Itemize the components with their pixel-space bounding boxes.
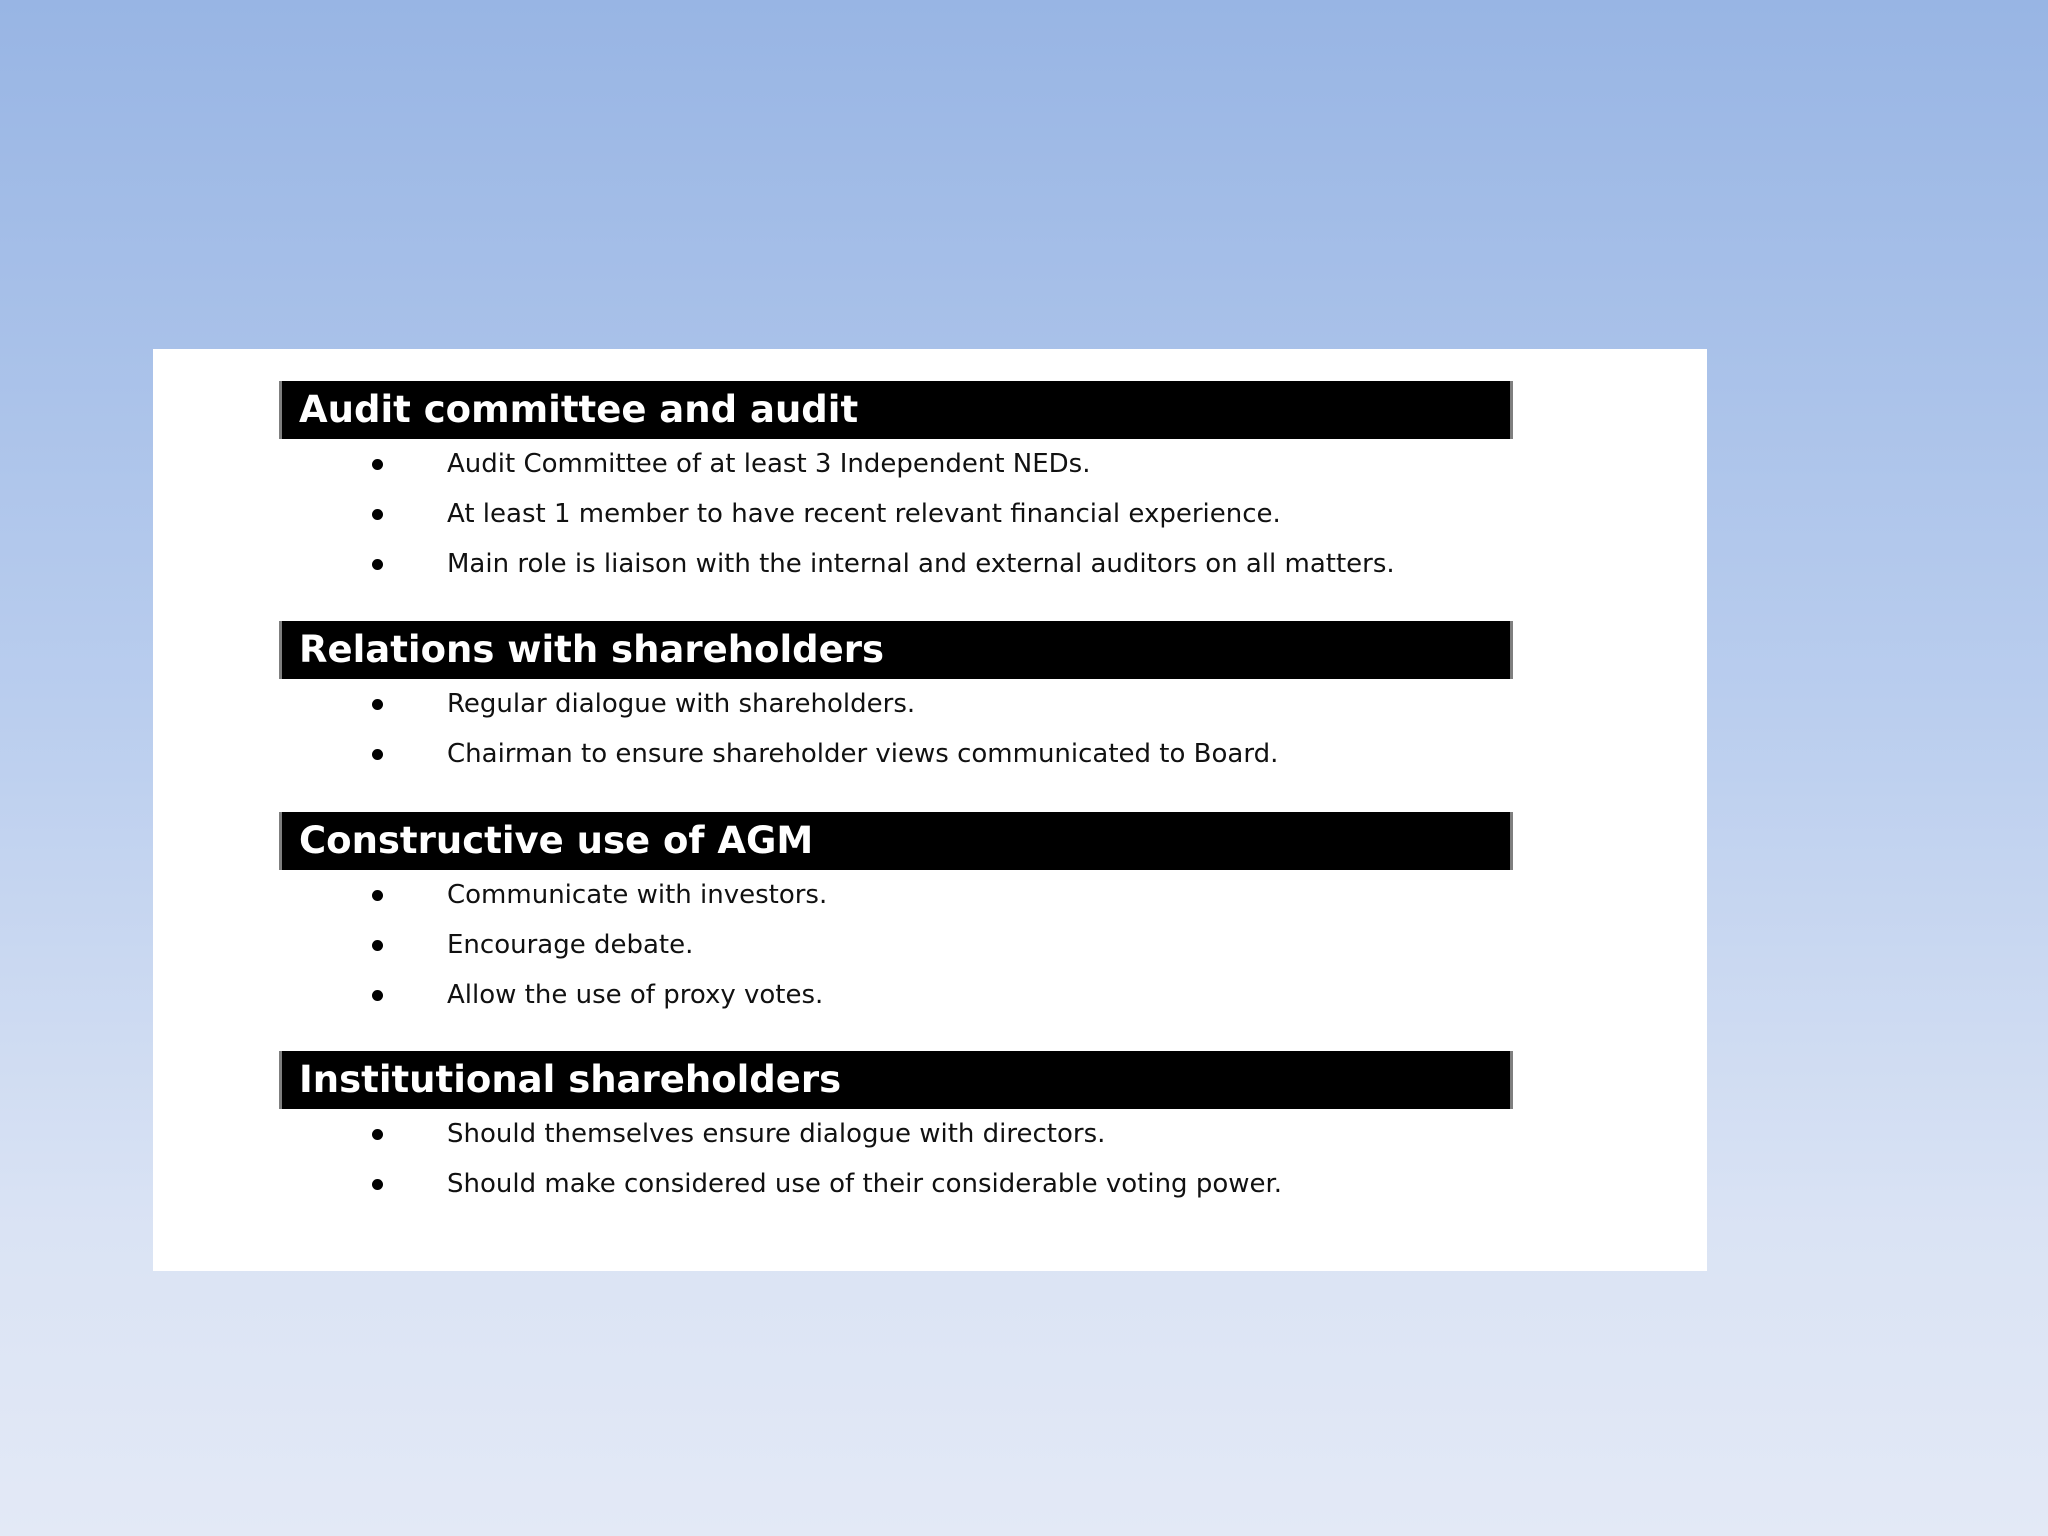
bullet-icon (372, 890, 383, 901)
bullet-list (279, 439, 1513, 589)
bullet-icon (372, 1179, 383, 1190)
list-item-text: Encourage debate. (447, 930, 694, 960)
list-item (279, 1109, 1513, 1159)
section-audit-committee (279, 381, 1513, 589)
list-item-text: Should themselves ensure dialogue with directors. (447, 1119, 1106, 1149)
list-item (279, 920, 1513, 970)
bullet-icon (372, 749, 383, 760)
bullet-icon (372, 699, 383, 710)
section-relations-shareholders (279, 621, 1513, 779)
list-item-text: At least 1 member to have recent relevant financial experience. (447, 499, 1281, 529)
list-item (279, 489, 1513, 539)
list-item (279, 729, 1513, 779)
list-item-text: Communicate with investors. (447, 880, 828, 910)
list-item-text: Chairman to ensure shareholder views communicated to Board. (447, 739, 1279, 769)
bullet-icon (372, 509, 383, 520)
bullet-icon (372, 1129, 383, 1140)
list-item (279, 970, 1513, 1020)
list-item (279, 870, 1513, 920)
list-item (279, 539, 1513, 589)
section-heading: Relations with shareholders (279, 621, 1513, 679)
bullet-icon (372, 559, 383, 570)
content-panel (153, 349, 1707, 1271)
list-item-text: Allow the use of proxy votes. (447, 980, 824, 1010)
section-heading: Audit committee and audit (279, 381, 1513, 439)
bullet-icon (372, 459, 383, 470)
list-item-text: Regular dialogue with shareholders. (447, 689, 916, 719)
list-item-text: Main role is liaison with the internal and external auditors on all matters. (447, 549, 1395, 579)
bullet-list (279, 870, 1513, 1020)
bullet-icon (372, 990, 383, 1001)
bullet-list (279, 679, 1513, 779)
list-item (279, 679, 1513, 729)
list-item-text: Should make considered use of their considerable voting power. (447, 1169, 1283, 1199)
bullet-icon (372, 940, 383, 951)
section-heading: Constructive use of AGM (279, 812, 1513, 870)
list-item-text: Audit Committee of at least 3 Independent NEDs. (447, 449, 1091, 479)
section-heading: Institutional shareholders (279, 1051, 1513, 1109)
section-institutional-shareholders (279, 1051, 1513, 1209)
list-item (279, 1159, 1513, 1209)
section-constructive-agm (279, 812, 1513, 1020)
bullet-list (279, 1109, 1513, 1209)
list-item (279, 439, 1513, 489)
